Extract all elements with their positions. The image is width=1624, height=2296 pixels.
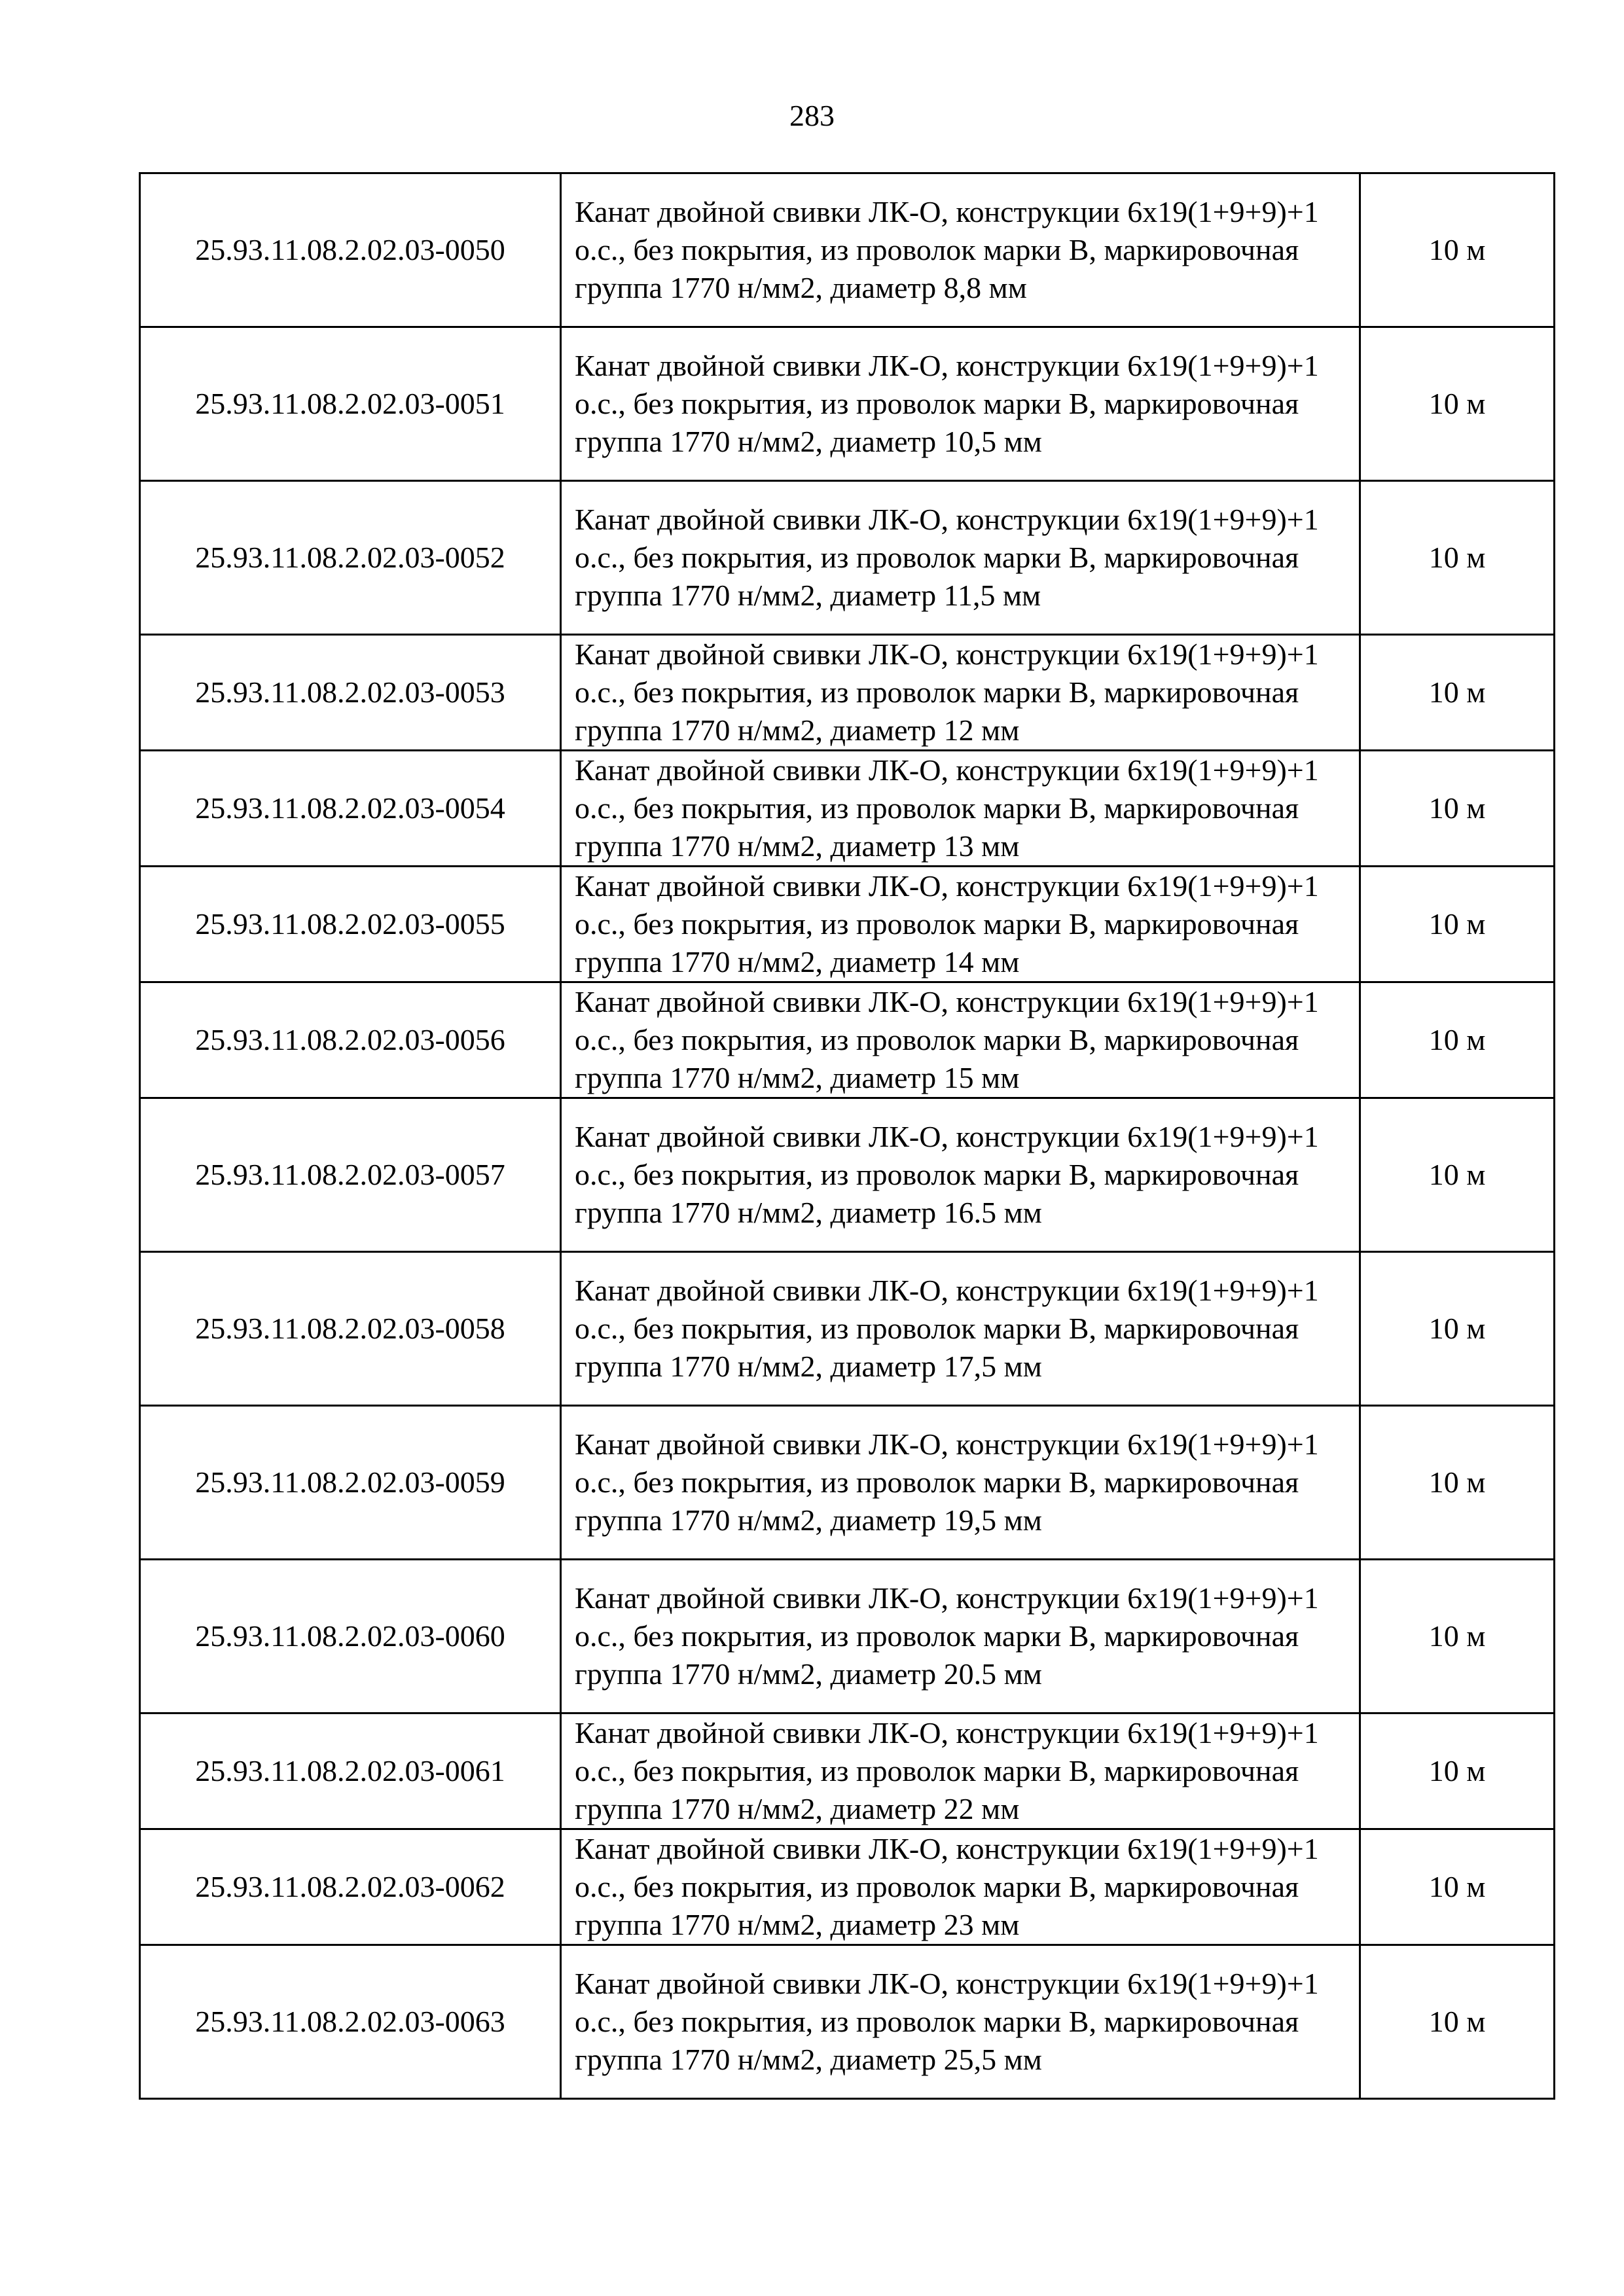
item-code: 25.93.11.08.2.02.03-0059 [140, 1406, 561, 1560]
item-code: 25.93.11.08.2.02.03-0057 [140, 1098, 561, 1252]
item-unit: 10 м [1360, 751, 1555, 867]
table-row [140, 751, 1555, 867]
item-description: Канат двойной свивки ЛК-О, конструкции 6х19(1+9+9)+1 о.с., без покрытия, из проволок марки В, маркировочная группа 1770 н/мм2, диаметр 13 мм [561, 751, 1360, 867]
item-description: Канат двойной свивки ЛК-О, конструкции 6х19(1+9+9)+1 о.с., без покрытия, из проволок марки В, маркировочная группа 1770 н/мм2, диаметр 15 мм [561, 982, 1360, 1098]
item-unit: 10 м [1360, 1098, 1555, 1252]
table-row [140, 1945, 1555, 2099]
item-code: 25.93.11.08.2.02.03-0053 [140, 635, 561, 751]
item-unit: 10 м [1360, 635, 1555, 751]
item-description: Канат двойной свивки ЛК-О, конструкции 6х19(1+9+9)+1 о.с., без покрытия, из проволок марки В, маркировочная группа 1770 н/мм2, диаметр 19,5 мм [561, 1406, 1360, 1560]
item-code: 25.93.11.08.2.02.03-0061 [140, 1713, 561, 1829]
item-unit: 10 м [1360, 173, 1555, 327]
item-unit: 10 м [1360, 327, 1555, 481]
item-description: Канат двойной свивки ЛК-О, конструкции 6х19(1+9+9)+1 о.с., без покрытия, из проволок марки В, маркировочная группа 1770 н/мм2, диаметр 11,5 мм [561, 481, 1360, 635]
item-code: 25.93.11.08.2.02.03-0056 [140, 982, 561, 1098]
item-description: Канат двойной свивки ЛК-О, конструкции 6х19(1+9+9)+1 о.с., без покрытия, из проволок марки В, маркировочная группа 1770 н/мм2, диаметр 22 мм [561, 1713, 1360, 1829]
table-row [140, 867, 1555, 982]
item-code: 25.93.11.08.2.02.03-0063 [140, 1945, 561, 2099]
table-row [140, 1560, 1555, 1713]
item-description: Канат двойной свивки ЛК-О, конструкции 6х19(1+9+9)+1 о.с., без покрытия, из проволок марки В, маркировочная группа 1770 н/мм2, диаметр 10,5 мм [561, 327, 1360, 481]
table-row [140, 1829, 1555, 1945]
item-description: Канат двойной свивки ЛК-О, конструкции 6х19(1+9+9)+1 о.с., без покрытия, из проволок марки В, маркировочная группа 1770 н/мм2, диаметр 16.5 мм [561, 1098, 1360, 1252]
item-unit: 10 м [1360, 1829, 1555, 1945]
table-row [140, 481, 1555, 635]
table-row [140, 1713, 1555, 1829]
page-number: 283 [789, 99, 835, 132]
item-code: 25.93.11.08.2.02.03-0058 [140, 1252, 561, 1406]
table-row [140, 327, 1555, 481]
item-unit: 10 м [1360, 481, 1555, 635]
item-unit: 10 м [1360, 1713, 1555, 1829]
item-description: Канат двойной свивки ЛК-О, конструкции 6х19(1+9+9)+1 о.с., без покрытия, из проволок марки В, маркировочная группа 1770 н/мм2, диаметр 8,8 мм [561, 173, 1360, 327]
table-row [140, 1406, 1555, 1560]
item-description: Канат двойной свивки ЛК-О, конструкции 6х19(1+9+9)+1 о.с., без покрытия, из проволок марки В, маркировочная группа 1770 н/мм2, диаметр 23 мм [561, 1829, 1360, 1945]
table-row [140, 1098, 1555, 1252]
item-unit: 10 м [1360, 867, 1555, 982]
table-row [140, 1252, 1555, 1406]
item-code: 25.93.11.08.2.02.03-0060 [140, 1560, 561, 1713]
item-code: 25.93.11.08.2.02.03-0050 [140, 173, 561, 327]
item-description: Канат двойной свивки ЛК-О, конструкции 6х19(1+9+9)+1 о.с., без покрытия, из проволок марки В, маркировочная группа 1770 н/мм2, диаметр 14 мм [561, 867, 1360, 982]
item-unit: 10 м [1360, 1406, 1555, 1560]
item-description: Канат двойной свивки ЛК-О, конструкции 6х19(1+9+9)+1 о.с., без покрытия, из проволок марки В, маркировочная группа 1770 н/мм2, диаметр 17,5 мм [561, 1252, 1360, 1406]
item-description: Канат двойной свивки ЛК-О, конструкции 6х19(1+9+9)+1 о.с., без покрытия, из проволок марки В, маркировочная группа 1770 н/мм2, диаметр 25,5 мм [561, 1945, 1360, 2099]
item-description: Канат двойной свивки ЛК-О, конструкции 6х19(1+9+9)+1 о.с., без покрытия, из проволок марки В, маркировочная группа 1770 н/мм2, диаметр 20.5 мм [561, 1560, 1360, 1713]
item-description: Канат двойной свивки ЛК-О, конструкции 6х19(1+9+9)+1 о.с., без покрытия, из проволок марки В, маркировочная группа 1770 н/мм2, диаметр 12 мм [561, 635, 1360, 751]
item-code: 25.93.11.08.2.02.03-0055 [140, 867, 561, 982]
table-row [140, 982, 1555, 1098]
item-code: 25.93.11.08.2.02.03-0054 [140, 751, 561, 867]
item-unit: 10 м [1360, 1252, 1555, 1406]
item-unit: 10 м [1360, 1945, 1555, 2099]
item-unit: 10 м [1360, 982, 1555, 1098]
item-code: 25.93.11.08.2.02.03-0052 [140, 481, 561, 635]
table-row [140, 635, 1555, 751]
item-code: 25.93.11.08.2.02.03-0051 [140, 327, 561, 481]
item-code: 25.93.11.08.2.02.03-0062 [140, 1829, 561, 1945]
item-unit: 10 м [1360, 1560, 1555, 1713]
table-row [140, 173, 1555, 327]
materials-table [139, 172, 1555, 2100]
